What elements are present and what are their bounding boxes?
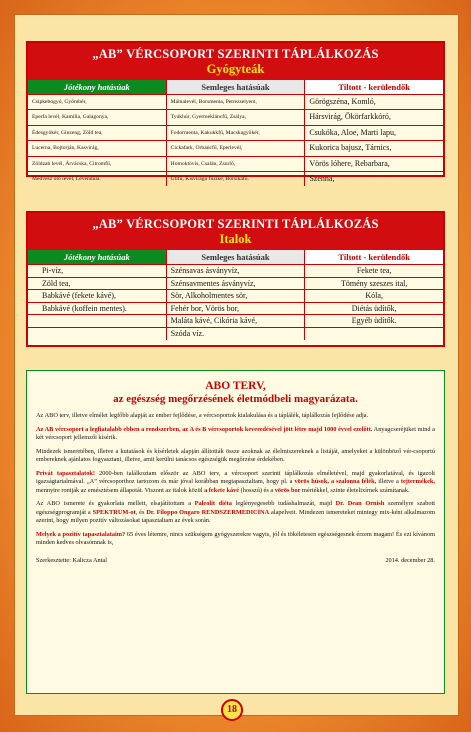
table-cell: Eperfa levél, Kamilla, Galagonya, <box>28 110 166 125</box>
table-cell: Csipkebogyó, Gyömbér, <box>28 95 166 110</box>
column-beneficial <box>28 95 167 186</box>
table-subtitle: Gyógyteák <box>206 62 265 76</box>
herbal-tea-table <box>26 41 445 183</box>
paragraph-text: (hosszú) és a <box>239 486 275 494</box>
paragraph-text: Az ABO ismerete és gyakorlata mellett, elsajátítottam a <box>36 500 195 507</box>
table-cell: Homoktövis, Csalán, Zsurló, <box>167 157 305 172</box>
paragraph-text: alapelveit. Mindezen ismereteket mintegy mix-ként alkalmazom azerint, hogy milyen pozitív változásokat tapasztaltam az évek során. <box>36 508 436 524</box>
table-cell: Szénsavmentes ásványvíz, <box>167 278 305 291</box>
highlight-text: Dr. Filoppo Ongaro RENDSZERMEDICINA <box>146 508 270 516</box>
header-neutral: Semleges hatásúak <box>167 250 306 264</box>
highlight-text: vörös húsok, a szalonna félék, <box>294 478 377 485</box>
table-cell: Szenna, <box>309 173 335 183</box>
table-cell: Szóda víz. <box>170 328 204 338</box>
table-title-bar <box>28 43 443 80</box>
highlight-text: vörös bor <box>274 486 301 494</box>
highlight-text: Melyek a pozitív tapasztalataim? <box>36 530 126 538</box>
column-forbidden <box>305 265 443 340</box>
paragraph-text: Mindezek ismeretében, illetve a kutatások és kísérletek alapján állították össze azoknak az élelmiszereknek a listáját, amelyeket a különböző vér-csoportú embereknek ajánlatos fogyasztani, illetve, amit kerülni tanácsos egészségük megőrzése érdekében. <box>36 447 435 463</box>
paragraph <box>36 500 435 526</box>
paragraph-text: Anyagcseréjüket mind a két vércsoport jellemzői kísérik. <box>36 425 435 441</box>
highlight-text: Az AB vércsoport a legfiatalabb ebben a rendszerben, az A és B vércsoportok keveredésével jött létre majd 1000 évvel ezelőtt. <box>36 425 373 433</box>
table-title: „AB” VÉRCSOPORT SZERINTI TÁPLÁLKOZÁS <box>92 47 379 61</box>
page-number: 18 <box>221 699 243 721</box>
table-cell: Fodormenta, Kakukkfű, Macskagyökér, <box>167 126 305 141</box>
table-cell: Hársvirág, Ökörfarkkóró, <box>305 110 443 125</box>
table-cell <box>305 328 443 340</box>
author: Szerkesztette: Kalicza Antal <box>36 556 107 564</box>
table-cell: Tyúkhúr, Gyermekláncfű, Zsálya, <box>167 110 305 125</box>
table-cell: Fehér bor, Vörös bor, <box>167 303 305 316</box>
highlight-text: Paleolit diéta <box>194 500 232 507</box>
paragraph-text: illetve a <box>376 478 401 485</box>
table-cell: Málnalevél, Borsmenta, Petrezselyem, <box>167 95 305 110</box>
table-cell: Édesgyökér, Ginzeng, Zöld tea, <box>28 126 166 141</box>
table-subtitle: Italok <box>219 232 252 246</box>
paragraph-text: Az ABO terv, illetve elmélet legfőbb alapját az ember fejlődése, a vércsoportok kialakulása és a táplálék, táplálkozás fejlődése adja. <box>36 412 369 419</box>
table-cell: Görögszéna, Komló, <box>305 95 443 110</box>
paragraph-text: személyre szabott egészségprogramját a <box>36 500 435 516</box>
paragraph-text: , és <box>135 508 147 516</box>
table-cell: Útifű, Kisvirágú füzike, Borsikafű. <box>170 175 249 182</box>
table-cell: Szénsavas ásványvíz, <box>167 265 305 278</box>
table-cell: Medvesz ölő levél, Levendula. <box>32 175 101 182</box>
table-cell: Babkávé (koffein mentes). <box>28 303 166 316</box>
header-beneficial: Jótékony hatásúak <box>28 250 167 264</box>
highlight-text: tejtermékek, <box>400 478 435 485</box>
table-cell: Lucerna, Bojtorján, Kasvirág, <box>28 141 166 156</box>
paragraph <box>36 412 435 421</box>
highlight-text: SPEKTRUM-ot <box>92 508 136 516</box>
signature-row <box>36 557 435 566</box>
drinks-table <box>26 211 445 347</box>
table-title-bar <box>28 213 443 250</box>
paragraph <box>36 470 435 496</box>
header-neutral: Semleges hatásúak <box>167 80 306 94</box>
paragraph-text: leglényegesebb tudáshalmazát, majd <box>231 500 336 507</box>
table-cell: Maláta kávé, Cikória kávé, <box>167 315 305 328</box>
table-cell: Diétás üdítők, <box>305 303 443 316</box>
article-title: ABO TERV, <box>205 380 266 392</box>
header-forbidden: Tiltott - kerülendők <box>305 250 443 264</box>
table-cell: Zöldzab levél, Árvácska, Citromfű, <box>28 157 166 172</box>
table-cell: Kóla, <box>305 290 443 303</box>
table-title: „AB” VÉRCSOPORT SZERINTI TÁPLÁLKOZÁS <box>92 217 379 231</box>
table-cell <box>28 315 166 328</box>
table-cell <box>28 328 166 340</box>
highlight-text: a fekete kávé <box>204 486 240 494</box>
column-forbidden <box>305 95 443 186</box>
paragraph-text: mennyire rontják az emésztésem állapotát. Viszont az italok közül <box>36 486 205 494</box>
header-forbidden: Tiltott - kerülendők <box>305 80 443 94</box>
table-cell: Fekete tea, <box>305 265 443 278</box>
column-neutral <box>167 95 306 186</box>
table-header <box>28 250 443 264</box>
table-cell: Cickafark, Orbáncfű, Eperlevél, <box>167 141 305 156</box>
highlight-text: Dr. Dean Ornish <box>335 500 385 507</box>
paragraph-text: mértékkel, szinte életelixírnek számítanak. <box>300 486 410 494</box>
paragraph <box>36 426 435 443</box>
date: 2014. december 28. <box>385 556 435 564</box>
table-cell: Vörös lóhere, Rebarbara, <box>305 157 443 172</box>
paragraph-text: 65 éves létemre, nincs szükségem gyógyszerekre vagyis, jól és tökéletesen egészségesnek érzem magam! És ezt kívánom minden kedves olvasómnak is, <box>36 530 436 546</box>
table-cell: Kukorica bajusz, Tárnics, <box>305 141 443 156</box>
table-cell: Zöld tea, <box>28 278 166 291</box>
table-cell: Sör, Alkoholmentes sör, <box>167 290 305 303</box>
column-neutral <box>167 265 306 340</box>
paragraph <box>36 448 435 465</box>
paragraph <box>36 531 435 548</box>
column-beneficial <box>28 265 167 340</box>
article-panel <box>26 370 445 694</box>
table-cell: Csukóka, Aloe, Marti lapu, <box>305 126 443 141</box>
table-cell: Egyéb üdítők. <box>305 315 443 328</box>
header-beneficial: Jótékony hatásúak <box>28 80 167 94</box>
table-cell: Pi-víz, <box>28 265 166 278</box>
table-header <box>28 80 443 94</box>
paragraph-text: 2000-ben találkoztam először az ABO terv, a vércsoport szerinti táplálkozás elméletével, majd gyakorlatával, és igazolt igazságtartalmával. „A” vércsoporthoz tartozom és már jóval korábban megtapasztaltam, hogy pl. a <box>36 469 435 485</box>
table-cell: Babkávé (fekete kávé), <box>28 290 166 303</box>
article-subtitle: az egészség megőrzésének életmódbeli magyarázata. <box>113 393 358 405</box>
table-cell: Tömény szeszes ital, <box>305 278 443 291</box>
highlight-text: Privát tapasztalatok! <box>36 469 96 477</box>
